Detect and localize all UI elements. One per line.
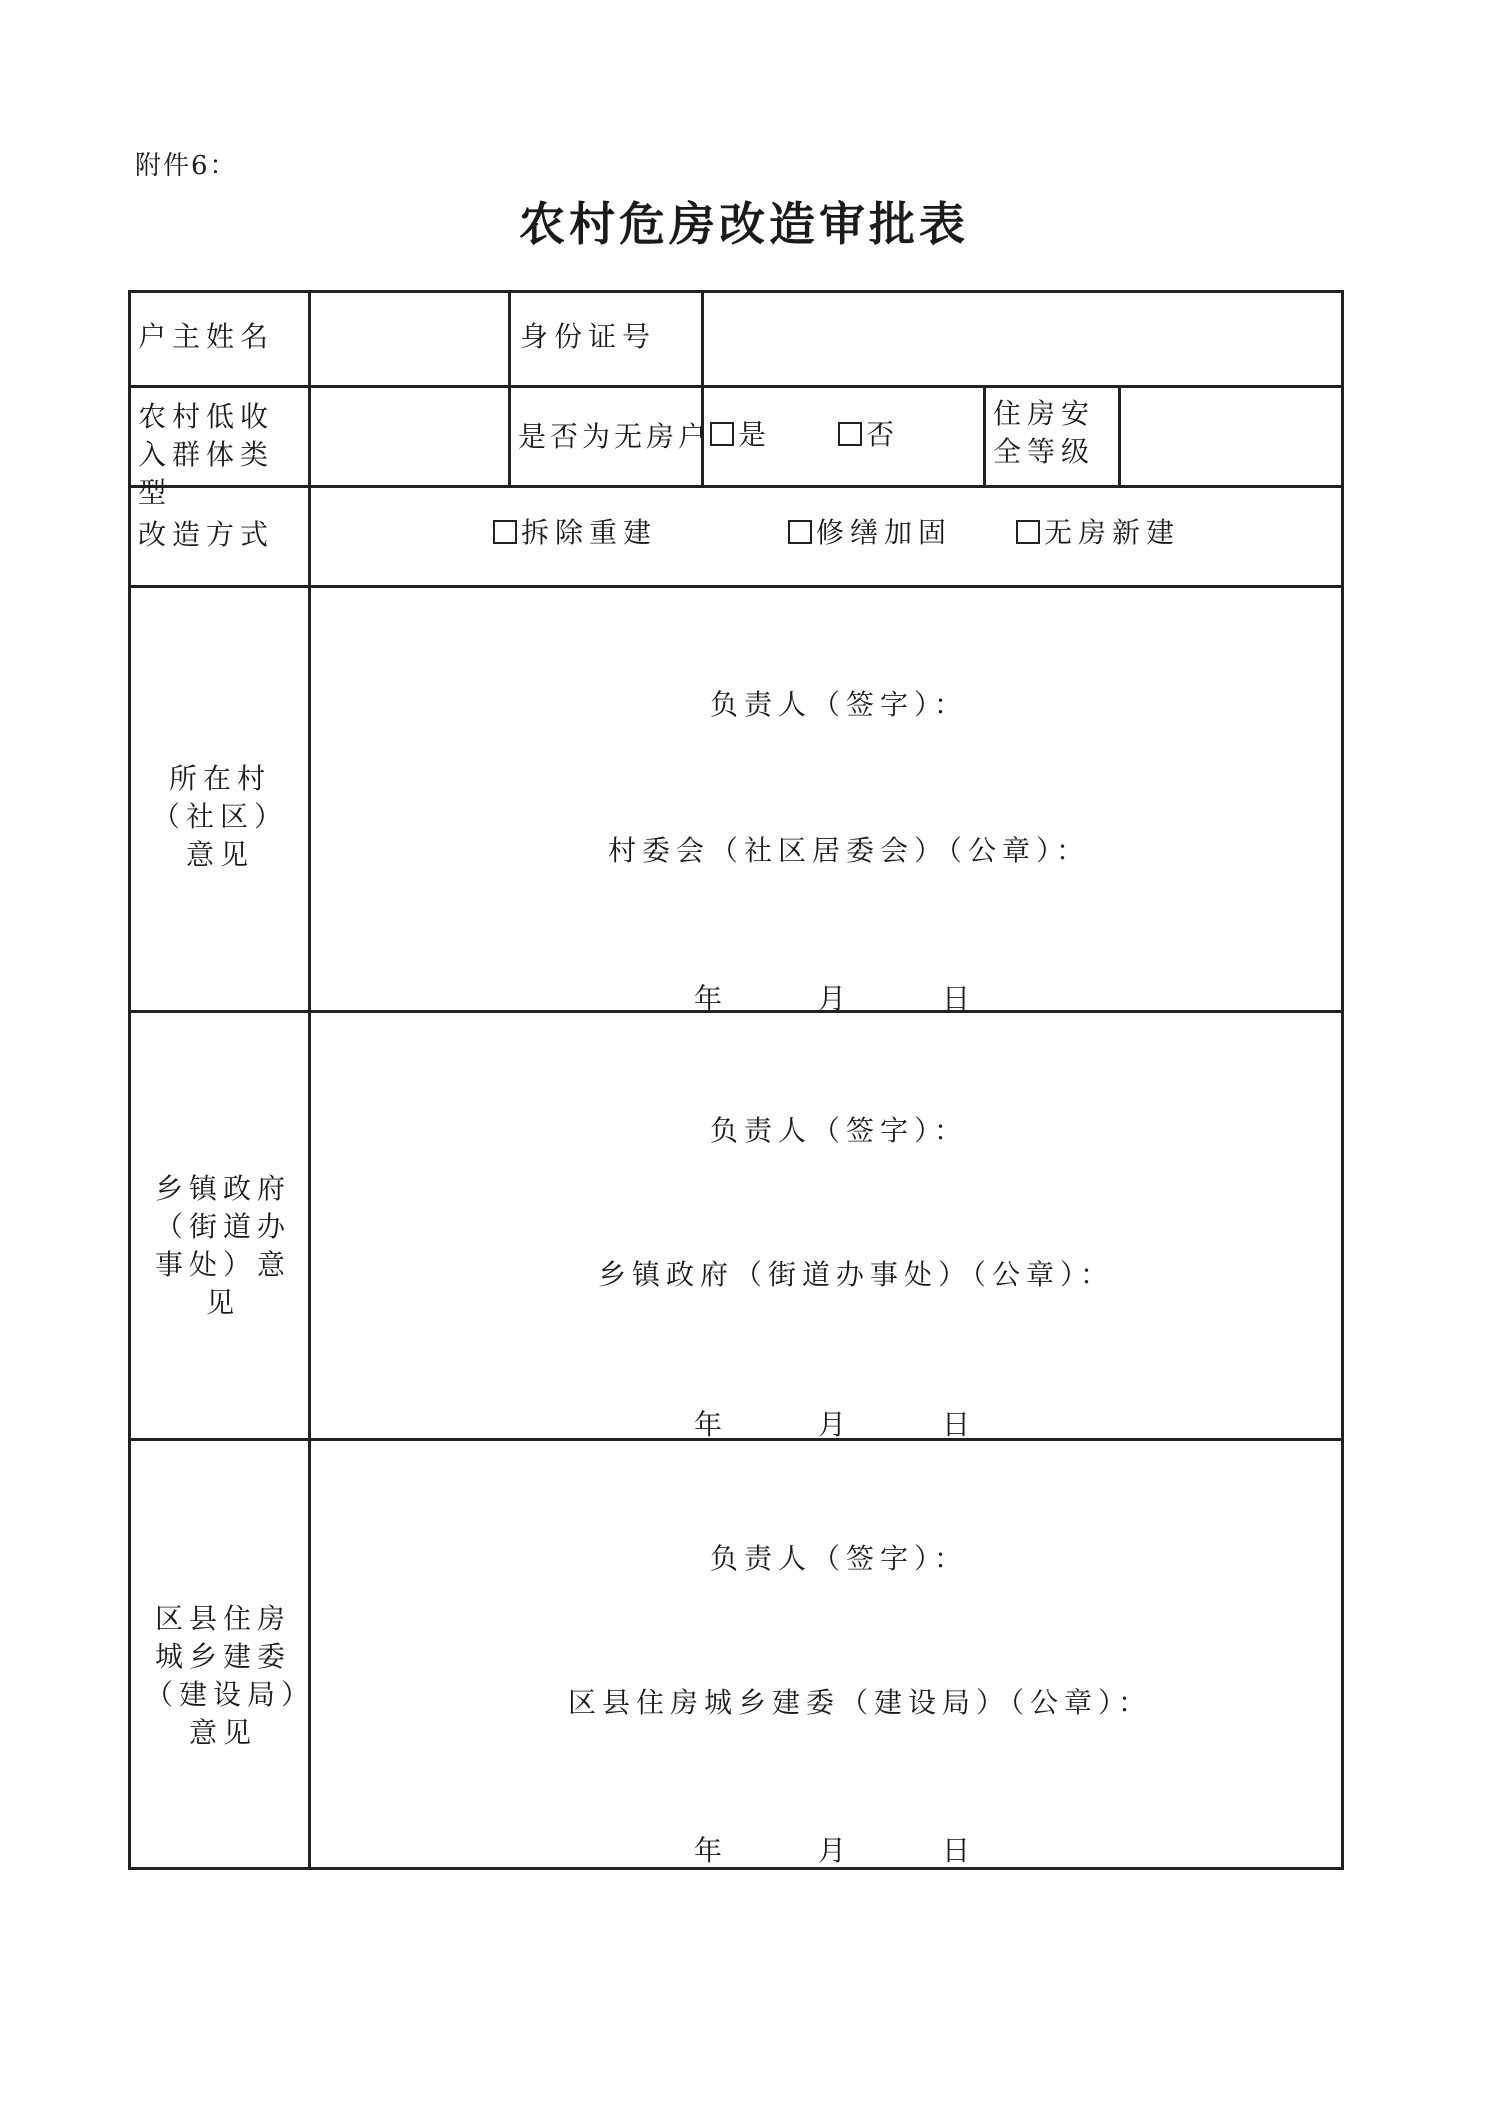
township-day: 日 bbox=[942, 1408, 977, 1441]
county-opinion-label: 区县住房城乡建委（建设局）意见 bbox=[144, 1602, 301, 1749]
table-line bbox=[308, 290, 311, 1870]
township-seal-label: 乡镇政府（街道办事处）（公章）： bbox=[598, 1258, 1115, 1291]
low-income-group-label: 农村低收入群体类型 bbox=[138, 400, 275, 509]
page-title: 农村危房改造审批表 bbox=[519, 197, 969, 251]
id-number-label: 身份证号 bbox=[520, 320, 657, 353]
table-line bbox=[508, 290, 511, 485]
option-repair-reinforce[interactable] bbox=[788, 514, 952, 552]
township-opinion-label: 乡镇政府（街道办事处）意见 bbox=[154, 1172, 291, 1319]
county-month: 月 bbox=[818, 1834, 853, 1867]
no-house-label: 是否为无房户 bbox=[518, 420, 711, 453]
checkbox-repair-reinforce[interactable] bbox=[788, 520, 812, 544]
option-label: 无房新建 bbox=[1044, 516, 1181, 549]
village-year: 年 bbox=[694, 982, 729, 1015]
attachment-label: 附件6： bbox=[135, 151, 238, 181]
no-option[interactable] bbox=[838, 416, 900, 454]
owner-name-field[interactable] bbox=[313, 295, 505, 383]
option-demolish-rebuild[interactable] bbox=[493, 514, 657, 552]
checkbox-yes[interactable] bbox=[710, 422, 734, 446]
township-signer-label: 负责人（签字）： bbox=[710, 1114, 969, 1147]
id-number-field[interactable] bbox=[706, 295, 1338, 383]
method-label: 改造方式 bbox=[138, 518, 275, 551]
safety-level-label: 住房安全等级 bbox=[993, 397, 1096, 468]
checkbox-no[interactable] bbox=[838, 422, 862, 446]
county-day: 日 bbox=[942, 1834, 977, 1867]
option-label: 修缮加固 bbox=[816, 516, 953, 549]
yes-label: 是 bbox=[738, 418, 773, 451]
township-year: 年 bbox=[694, 1408, 729, 1441]
township-month: 月 bbox=[818, 1408, 853, 1441]
county-signer-label: 负责人（签字）： bbox=[710, 1542, 969, 1575]
checkbox-new-build[interactable] bbox=[1016, 520, 1040, 544]
safety-level-field[interactable] bbox=[1123, 390, 1338, 482]
checkbox-demolish-rebuild[interactable] bbox=[493, 520, 517, 544]
yes-option[interactable] bbox=[710, 416, 772, 454]
owner-name-label: 户主姓名 bbox=[138, 320, 275, 353]
village-seal-label: 村委会（社区居委会）（公章）： bbox=[608, 834, 1091, 867]
low-income-group-field[interactable] bbox=[313, 390, 505, 482]
no-label: 否 bbox=[866, 418, 901, 451]
option-label: 拆除重建 bbox=[521, 516, 658, 549]
village-opinion-label: 所在村（社区）意见 bbox=[151, 762, 288, 871]
approval-table bbox=[128, 290, 1344, 1870]
table-line bbox=[128, 290, 131, 1870]
village-day: 日 bbox=[942, 982, 977, 1015]
table-line bbox=[1341, 290, 1344, 1870]
option-new-build[interactable] bbox=[1016, 514, 1180, 552]
table-line bbox=[1118, 385, 1121, 485]
table-line bbox=[983, 385, 986, 485]
village-month: 月 bbox=[818, 982, 853, 1015]
county-year: 年 bbox=[694, 1834, 729, 1867]
village-signer-label: 负责人（签字）： bbox=[710, 688, 969, 721]
county-seal-label: 区县住房城乡建委（建设局）（公章）： bbox=[568, 1686, 1153, 1719]
